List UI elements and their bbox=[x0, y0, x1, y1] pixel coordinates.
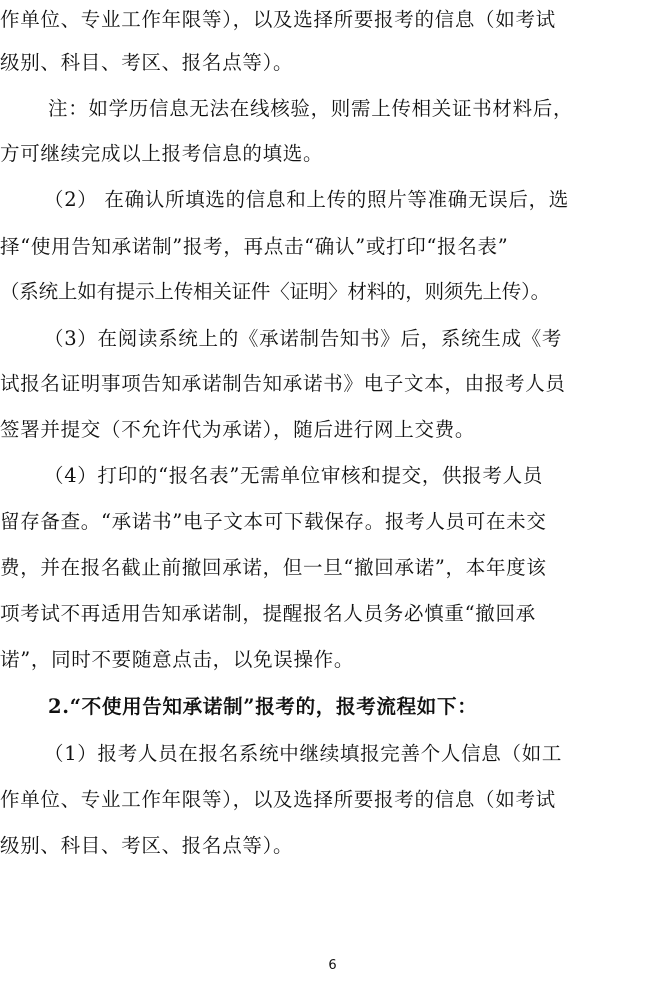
step-2-line-2: 择“使用告知承诺制”报考，再点击“确认”或打印“报名表” bbox=[0, 235, 509, 258]
step-3-line-1: （3）在阅读系统上的《承诺制告知书》后，系统生成《考 bbox=[44, 327, 563, 350]
note-line-1: 注：如学历信息无法在线核验，则需上传相关证书材料后， bbox=[48, 97, 574, 120]
text-line-2: 级别、科目、考区、报名点等）。 bbox=[0, 51, 294, 74]
flow-step-1-line-3: 级别、科目、考区、报名点等）。 bbox=[0, 834, 294, 857]
page-number: 6 bbox=[328, 958, 337, 973]
step-4-line-5: 诺”，同时不要随意点击，以免误操作。 bbox=[0, 648, 355, 671]
step-3-line-2: 试报名证明事项告知承诺制告知承诺书》电子文本，由报考人员 bbox=[0, 372, 566, 395]
step-3-line-3: 签署并提交（不允许代为承诺），随后进行网上交费。 bbox=[0, 418, 476, 441]
step-4-line-4: 项考试不再适用告知承诺制，提醒报名人员务必慎重“撤回承 bbox=[0, 602, 536, 625]
flow-step-1-line-2: 作单位、专业工作年限等），以及选择所要报考的信息（如考试 bbox=[0, 788, 556, 811]
step-2-line-1: （2） 在确认所填选的信息和上传的照片等准确无误后，选 bbox=[44, 188, 570, 211]
text-line-1: 作单位、专业工作年限等），以及选择所要报考的信息（如考试 bbox=[0, 8, 556, 31]
note-line-2: 方可继续完成以上报考信息的填选。 bbox=[0, 142, 324, 165]
step-4-line-1: （4）打印的“报名表”无需单位审核和提交，供报考人员 bbox=[44, 464, 544, 487]
step-4-line-2: 留存备查。“承诺书”电子文本可下载保存。报考人员可在未交 bbox=[0, 510, 547, 533]
section-heading: 2.“不使用告知承诺制”报考的，报考流程如下： bbox=[48, 695, 478, 718]
step-2-line-3: （系统上如有提示上传相关证件〈证明〉材料的，则须先上传）。 bbox=[0, 280, 550, 303]
flow-step-1-line-1: （1）报考人员在报名系统中继续填报完善个人信息（如工 bbox=[44, 742, 563, 765]
step-4-line-3: 费，并在报名截止前撤回承诺，但一旦“撤回承诺”，本年度该 bbox=[0, 556, 547, 579]
